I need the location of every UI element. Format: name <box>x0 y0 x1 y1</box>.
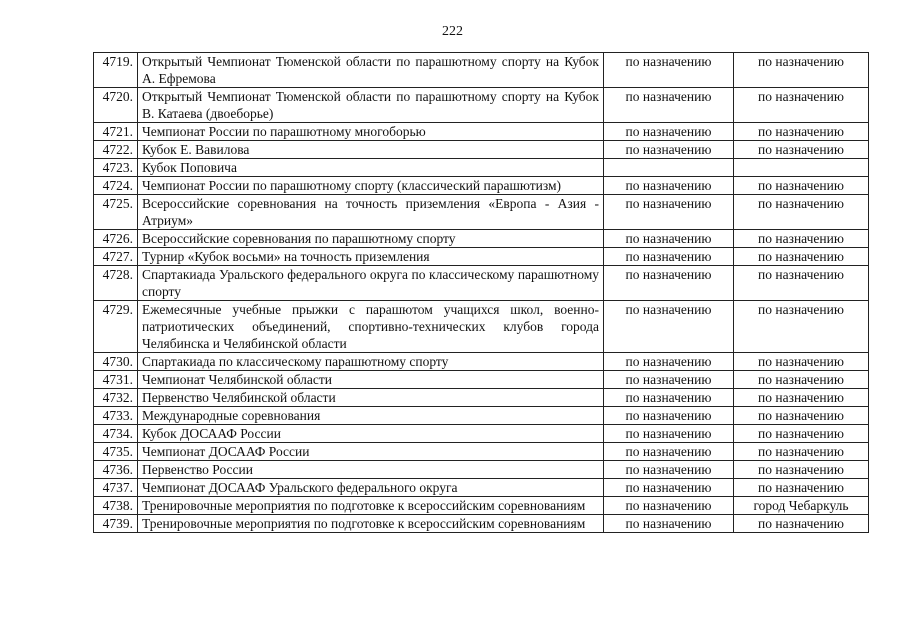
event-name: Чемпионат России по парашютному многоборью <box>138 123 604 141</box>
event-name: Кубок ДОСААФ России <box>138 425 604 443</box>
row-number: 4719. <box>94 53 138 88</box>
column-3-value: по назначению <box>604 123 734 141</box>
row-number: 4736. <box>94 461 138 479</box>
event-name: Тренировочные мероприятия по подготовке к всероссийским соревнованиям <box>138 497 604 515</box>
column-3-value: по назначению <box>604 479 734 497</box>
table-row <box>94 88 869 123</box>
column-3-value: по назначению <box>604 230 734 248</box>
event-name: Открытый Чемпионат Тюменской области по парашютному спорту на Кубок А. Ефремова <box>138 53 604 88</box>
column-4-value: по назначению <box>734 461 869 479</box>
column-4-value: по назначению <box>734 371 869 389</box>
column-4-value: по назначению <box>734 301 869 353</box>
row-number: 4737. <box>94 479 138 497</box>
event-name: Чемпионат Челябинской области <box>138 371 604 389</box>
row-number: 4735. <box>94 443 138 461</box>
table-row <box>94 53 869 88</box>
column-4-value <box>734 159 869 177</box>
event-name: Ежемесячные учебные прыжки с парашютом учащихся школ, военно-патриотических объединений, спортивно-технических клубов города Челябинска и Челябинской области <box>138 301 604 353</box>
column-3-value: по назначению <box>604 353 734 371</box>
row-number: 4734. <box>94 425 138 443</box>
table-row <box>94 266 869 301</box>
event-name: Первенство Челябинской области <box>138 389 604 407</box>
table-row <box>94 371 869 389</box>
column-4-value: по назначению <box>734 53 869 88</box>
column-3-value: по назначению <box>604 515 734 533</box>
table-row <box>94 389 869 407</box>
column-4-value: по назначению <box>734 479 869 497</box>
column-4-value: по назначению <box>734 443 869 461</box>
column-4-value: по назначению <box>734 266 869 301</box>
table-row <box>94 353 869 371</box>
table-row <box>94 159 869 177</box>
column-4-value: по назначению <box>734 88 869 123</box>
column-3-value: по назначению <box>604 425 734 443</box>
row-number: 4722. <box>94 141 138 159</box>
row-number: 4733. <box>94 407 138 425</box>
column-3-value: по назначению <box>604 195 734 230</box>
event-name: Кубок Поповича <box>138 159 604 177</box>
column-3-value: по назначению <box>604 141 734 159</box>
column-3-value: по назначению <box>604 497 734 515</box>
column-3-value: по назначению <box>604 53 734 88</box>
column-3-value: по назначению <box>604 407 734 425</box>
event-name: Всероссийские соревнования на точность приземления «Европа - Азия - Атриум» <box>138 195 604 230</box>
column-4-value: по назначению <box>734 515 869 533</box>
page-number: 222 <box>442 24 463 39</box>
row-number: 4720. <box>94 88 138 123</box>
table-row <box>94 230 869 248</box>
row-number: 4728. <box>94 266 138 301</box>
table-row <box>94 497 869 515</box>
column-4-value: город Чебаркуль <box>734 497 869 515</box>
event-name: Турнир «Кубок восьми» на точность приземления <box>138 248 604 266</box>
table-row <box>94 407 869 425</box>
column-3-value <box>604 159 734 177</box>
column-3-value: по назначению <box>604 301 734 353</box>
event-name: Спартакиада Уральского федерального округа по классическому парашютному спорту <box>138 266 604 301</box>
event-name: Чемпионат России по парашютному спорту (классический парашютизм) <box>138 177 604 195</box>
events-table <box>93 52 869 533</box>
column-3-value: по назначению <box>604 266 734 301</box>
column-4-value: по назначению <box>734 407 869 425</box>
row-number: 4731. <box>94 371 138 389</box>
column-3-value: по назначению <box>604 461 734 479</box>
row-number: 4726. <box>94 230 138 248</box>
events-table-body <box>94 53 869 533</box>
event-name: Первенство России <box>138 461 604 479</box>
column-4-value: по назначению <box>734 389 869 407</box>
table-row <box>94 123 869 141</box>
table-row <box>94 177 869 195</box>
row-number: 4721. <box>94 123 138 141</box>
event-name: Спартакиада по классическому парашютному спорту <box>138 353 604 371</box>
row-number: 4729. <box>94 301 138 353</box>
table-row <box>94 301 869 353</box>
row-number: 4725. <box>94 195 138 230</box>
row-number: 4730. <box>94 353 138 371</box>
column-4-value: по назначению <box>734 123 869 141</box>
row-number: 4739. <box>94 515 138 533</box>
column-3-value: по назначению <box>604 88 734 123</box>
column-4-value: по назначению <box>734 141 869 159</box>
row-number: 4727. <box>94 248 138 266</box>
table-row <box>94 195 869 230</box>
table-row <box>94 425 869 443</box>
row-number: 4732. <box>94 389 138 407</box>
table-row <box>94 443 869 461</box>
row-number: 4724. <box>94 177 138 195</box>
column-3-value: по назначению <box>604 177 734 195</box>
column-3-value: по назначению <box>604 443 734 461</box>
table-row <box>94 248 869 266</box>
column-4-value: по назначению <box>734 195 869 230</box>
event-name: Всероссийские соревнования по парашютному спорту <box>138 230 604 248</box>
table-row <box>94 479 869 497</box>
column-3-value: по назначению <box>604 371 734 389</box>
column-4-value: по назначению <box>734 353 869 371</box>
event-name: Кубок Е. Вавилова <box>138 141 604 159</box>
column-3-value: по назначению <box>604 389 734 407</box>
event-name: Чемпионат ДОСААФ России <box>138 443 604 461</box>
column-4-value: по назначению <box>734 425 869 443</box>
column-4-value: по назначению <box>734 248 869 266</box>
event-name: Чемпионат ДОСААФ Уральского федерального округа <box>138 479 604 497</box>
table-row <box>94 141 869 159</box>
row-number: 4738. <box>94 497 138 515</box>
table-row <box>94 515 869 533</box>
table-row <box>94 461 869 479</box>
row-number: 4723. <box>94 159 138 177</box>
column-4-value: по назначению <box>734 177 869 195</box>
event-name: Открытый Чемпионат Тюменской области по парашютному спорту на Кубок В. Катаева (двоеборье) <box>138 88 604 123</box>
event-name: Тренировочные мероприятия по подготовке к всероссийским соревнованиям <box>138 515 604 533</box>
event-name: Международные соревнования <box>138 407 604 425</box>
column-4-value: по назначению <box>734 230 869 248</box>
column-3-value: по назначению <box>604 248 734 266</box>
